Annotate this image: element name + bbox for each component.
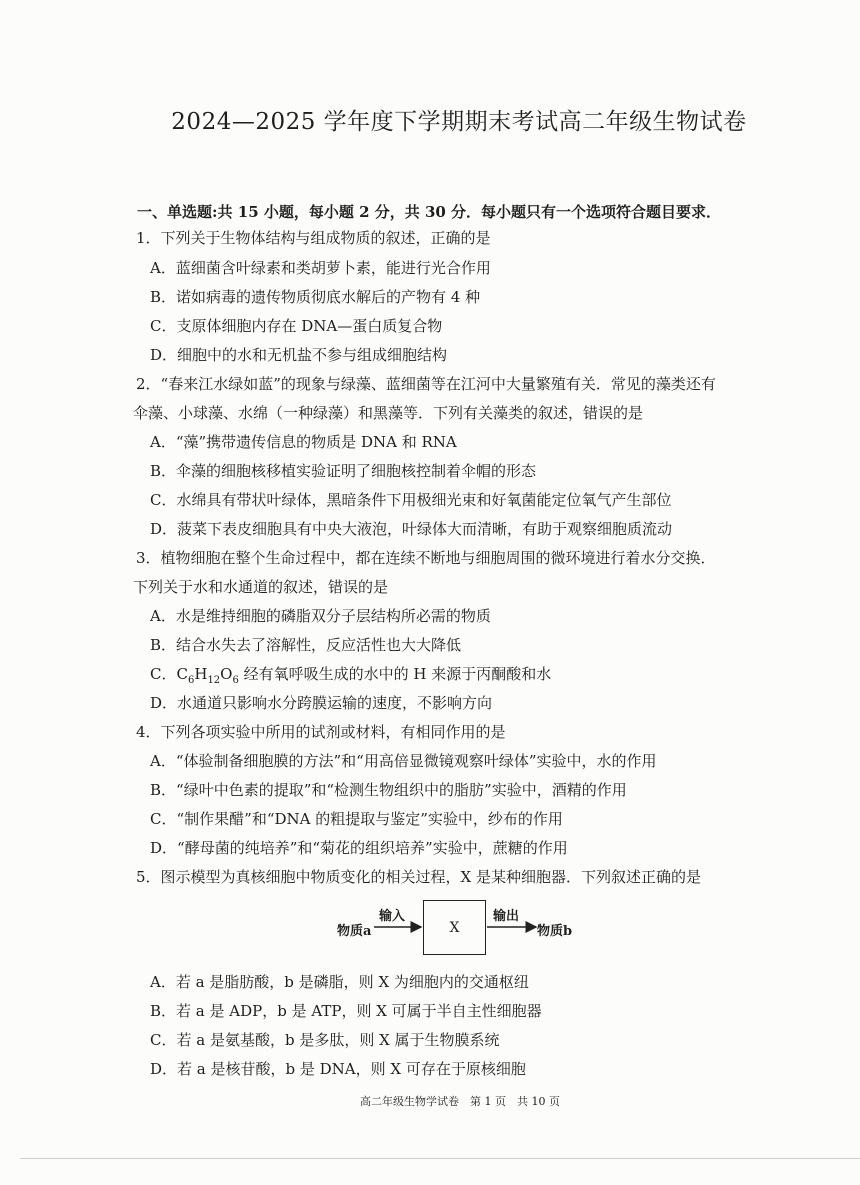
question-5-stem: 5．图示模型为真核细胞中物质变化的相关过程，X 是某种细胞器．下列叙述正确的是 [136, 868, 701, 886]
question-2-option-a: A．“藻”携带遗传信息的物质是 DNA 和 RNA [150, 433, 457, 451]
input-label: 输入 [379, 909, 406, 924]
question-4-option-a: A．“体验制备细胞膜的方法”和“用高倍显微镜观察叶绿体”实验中，水的作用 [150, 752, 657, 770]
formula-subscript: 6 [232, 675, 239, 686]
question-3-option-a: A．水是维持细胞的磷脂双分子层结构所必需的物质 [150, 607, 491, 625]
question-3-option-d: D．水通道只影响水分跨膜运输的速度，不影响方向 [150, 694, 493, 712]
question-1-option-b: B．诺如病毒的遗传物质彻底水解后的产物有 4 种 [150, 288, 481, 306]
question-2-stem-line-2: 伞藻、小球藻、水绵（一种绿藻）和黑藻等．下列有关藻类的叙述，错误的是 [133, 404, 644, 422]
question-2-option-d: D．菠菜下表皮细胞具有中央大液泡，叶绿体大而清晰，有助于观察细胞质流动 [150, 520, 673, 538]
question-4-stem: 4．下列各项实验中所用的试剂或材料，有相同作用的是 [136, 723, 506, 741]
question-5-option-a: A．若 a 是脂肪酸，b 是磷脂，则 X 为细胞内的交通枢纽 [150, 973, 529, 991]
scan-edge-line [20, 1158, 860, 1159]
question-3-option-b: B．结合水失去了溶解性，反应活性也大大降低 [150, 636, 462, 654]
substance-a-label: 物质a [337, 924, 372, 939]
output-label: 输出 [493, 909, 520, 924]
question-4-option-d: D．“酵母菌的纯培养”和“菊花的组织培养”实验中，蔗糖的作用 [150, 839, 568, 857]
question-2-option-c: C．水绵具有带状叶绿体，黑暗条件下用极细光束和好氧菌能定位氧气产生部位 [150, 491, 672, 509]
formula-part: C．C [150, 665, 188, 683]
exam-title: 2024—2025 学年度下学期期末考试高二年级生物试卷 [171, 109, 747, 135]
formula-subscript: 12 [207, 675, 221, 686]
organelle-x-box [423, 900, 486, 955]
formula-part: H [194, 665, 208, 683]
formula-subscript: 6 [187, 675, 195, 686]
question-5-option-d: D．若 a 是核苷酸，b 是 DNA，则 X 可存在于原核细胞 [150, 1060, 526, 1078]
organelle-x-label: X [449, 919, 460, 936]
question-2-stem-line-1: 2．“春来江水绿如蓝”的现象与绿藻、蓝细菌等在江河中大量繁殖有关．常见的藻类还有 [136, 375, 716, 393]
section-heading: 一、单选题:共 15 小题，每小题 2 分，共 30 分．每小题只有一个选项符合题目要求． [137, 203, 722, 221]
substance-b-label: 物质b [537, 924, 573, 939]
question-4-option-b: B．“绿叶中色素的提取”和“检测生物组织中的脂肪”实验中，酒精的作用 [150, 781, 627, 799]
question-5-option-b: B．若 a 是 ADP，b 是 ATP，则 X 可属于半自主性细胞器 [150, 1002, 542, 1020]
question-1-option-a: A．蓝细菌含叶绿素和类胡萝卜素，能进行光合作用 [150, 259, 491, 277]
question-1-stem: 1．下列关于生物体结构与组成物质的叙述，正确的是 [136, 229, 491, 247]
question-3-option-c [150, 664, 551, 691]
question-1-option-c: C．支原体细胞内存在 DNA—蛋白质复合物 [150, 317, 443, 335]
question-5-option-c: C．若 a 是氨基酸，b 是多肽，则 X 属于生物膜系统 [150, 1031, 500, 1049]
process-diagram [330, 900, 590, 962]
question-3-stem-line-2: 下列关于水和水通道的叙述，错误的是 [133, 578, 389, 596]
formula-part: O [220, 665, 233, 683]
formula-rest: 经有氧呼吸生成的水中的 H 来源于丙酮酸和水 [238, 665, 552, 683]
question-3-stem-line-1: 3．植物细胞在整个生命过程中，都在连续不断地与细胞周围的微环境进行着水分交换． [136, 549, 716, 567]
question-4-option-c: C．“制作果醋”和“DNA 的粗提取与鉴定”实验中，纱布的作用 [150, 810, 563, 828]
question-1-option-d: D．细胞中的水和无机盐不参与组成细胞结构 [150, 346, 448, 364]
question-2-option-b: B．伞藻的细胞核移植实验证明了细胞核控制着伞帽的形态 [150, 462, 537, 480]
page-footer: 高二年级生物学试卷 第 1 页 共 10 页 [360, 1095, 560, 1108]
